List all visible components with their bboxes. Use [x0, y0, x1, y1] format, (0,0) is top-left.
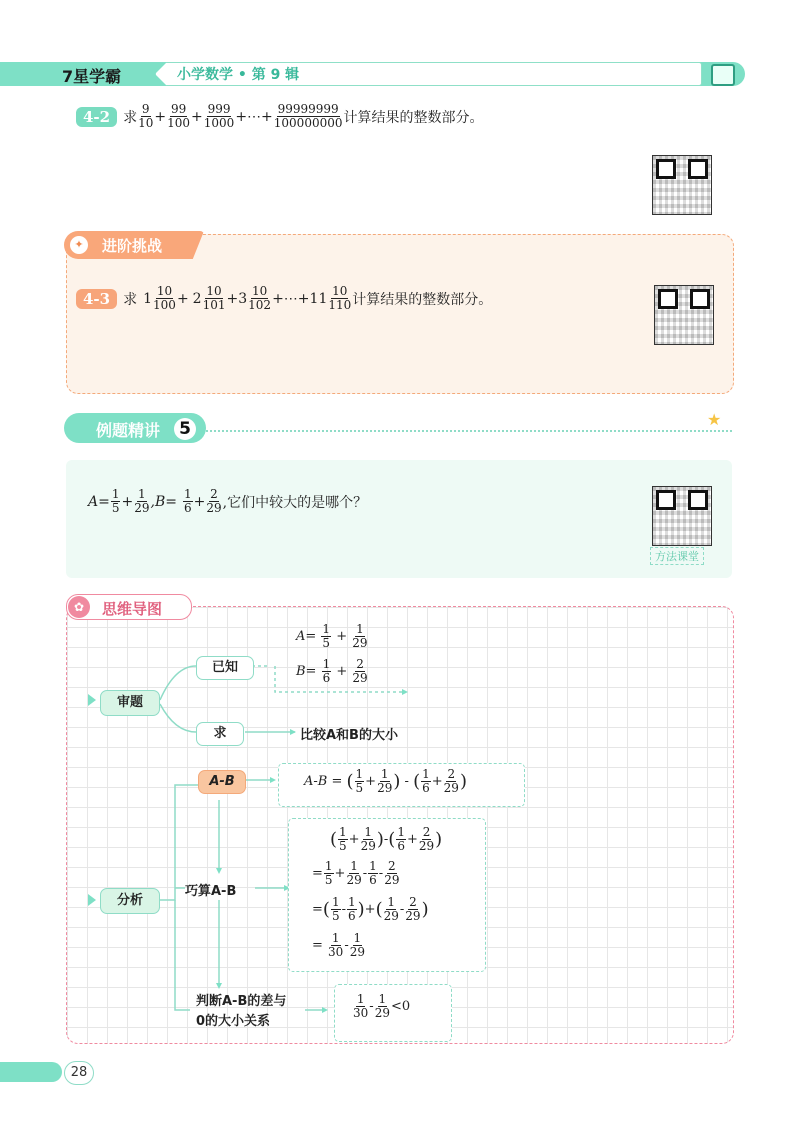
- plus-sign: +: [121, 493, 134, 510]
- question-tail: ,它们中较大的是哪个？: [222, 494, 368, 511]
- plus-sign: +: [176, 290, 189, 307]
- whole-number: 3: [238, 290, 248, 307]
- ellipsis: +⋯+: [235, 108, 273, 125]
- question-badge: 4-3: [76, 289, 117, 309]
- fraction: $\frac{1}{29}$: [134, 487, 150, 516]
- qr-label: 方法课堂: [650, 547, 704, 565]
- whole-number: 2: [192, 290, 202, 307]
- fraction: $\frac{99999999}{100000000}$: [273, 102, 343, 131]
- compare-text: 比较A和B的大小: [300, 728, 398, 743]
- question-badge: 4-2: [76, 107, 117, 127]
- plus-sign: +: [191, 108, 203, 125]
- known-a: A= $\frac{1}{5}$ + $\frac{1}{29}$: [296, 622, 368, 651]
- plus-sign: +: [193, 493, 206, 510]
- node-ask: 求: [196, 722, 244, 746]
- calc-line-2: = $\frac{1}{5}$ + $\frac{1}{29}$ - $\frac{1}{6}$ - $\frac{2}{29}$: [312, 859, 400, 888]
- fraction: $\frac{10}{101}$: [202, 284, 226, 313]
- calc-line-3: =( $\frac{1}{5}$ - $\frac{1}{6}$ )+( $\frac{1}{29}$ - $\frac{2}{29}$ ): [312, 895, 429, 924]
- fraction: $\frac{1}{5}$: [111, 487, 120, 516]
- node-known: 已知: [196, 656, 254, 680]
- mindmap-title: 思维导图: [102, 600, 163, 618]
- fraction: $\frac{1}{6}$: [183, 487, 192, 516]
- node-review: 审题: [100, 690, 160, 716]
- fraction: $\frac{10}{102}$: [248, 284, 272, 313]
- fraction: $\frac{10}{110}$: [328, 284, 352, 313]
- judge-label: 判断A-B的差与 0的大小关系: [196, 994, 287, 1029]
- ellipsis: +⋯+: [272, 290, 310, 307]
- node-a-minus-b: A-B: [198, 770, 246, 794]
- example-title: 例题精讲: [96, 421, 161, 440]
- whole-number: 11: [309, 290, 328, 307]
- fraction: $\frac{2}{29}$: [206, 487, 222, 516]
- question-tail: 计算结果的整数部分。: [343, 109, 484, 126]
- fraction: $\frac{9}{10}$: [138, 102, 154, 131]
- plus-sign: +: [226, 290, 239, 307]
- brand-title: 7星学霸: [62, 67, 122, 86]
- calc-line-4: = $\frac{1}{30}$ - $\frac{1}{29}$: [312, 931, 366, 960]
- label-b: ,B=: [150, 493, 177, 510]
- whole-number: 1: [143, 290, 153, 307]
- advanced-title: 进阶挑战: [102, 237, 163, 255]
- example-number: 5: [174, 418, 196, 440]
- fraction: $\frac{99}{100}$: [167, 102, 191, 131]
- brain-icon: ✿: [68, 596, 90, 618]
- question-tail: 计算结果的整数部分。: [352, 291, 493, 308]
- calc-line-1: ( $\frac{1}{5}$ + $\frac{1}{29}$ )-( $\frac{1}{6}$ + $\frac{2}{29}$ ): [330, 825, 443, 854]
- plus-sign: +: [154, 108, 167, 125]
- known-b: B= $\frac{1}{6}$ + $\frac{2}{29}$: [296, 657, 368, 686]
- fraction: $\frac{10}{100}$: [153, 284, 176, 313]
- star-icon: ★: [707, 410, 722, 429]
- question-lead: 求: [123, 109, 138, 126]
- label-a: A=: [88, 493, 110, 510]
- question-lead: 求: [123, 291, 138, 308]
- fraction: $\frac{999}{1000}$: [203, 102, 235, 131]
- amb-expression: A-B = ( $\frac{1}{5}$ + $\frac{1}{29}$ ) - ( $\frac{1}{6}$ + $\frac{2}{29}$ ): [304, 767, 467, 796]
- page-number: 28: [64, 1061, 94, 1085]
- header-subtitle: 小学数学 • 第 9 辑: [177, 67, 300, 83]
- clever-label: 巧算A-B: [185, 884, 237, 899]
- node-analysis: 分析: [100, 888, 160, 914]
- lightbulb-icon: ✦: [70, 236, 88, 254]
- result-expression: $\frac{1}{30}$ - $\frac{1}{29}$ <0: [353, 992, 411, 1021]
- page-band: [0, 1062, 62, 1082]
